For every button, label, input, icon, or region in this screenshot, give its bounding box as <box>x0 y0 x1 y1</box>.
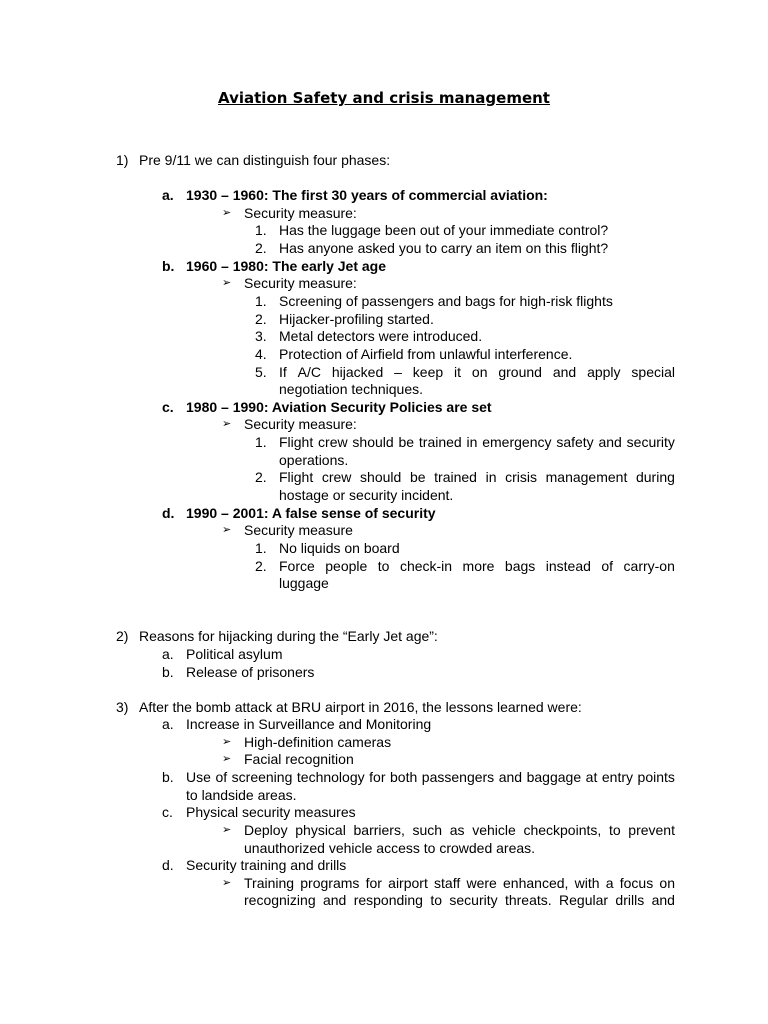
list-marker: b. <box>162 664 174 680</box>
section-3-text: After the bomb attack at BRU airport in 2016, the lessons learned were: <box>139 699 582 715</box>
justified-word: Deploy <box>244 822 288 838</box>
justified-word: security <box>626 434 675 450</box>
justified-word: baggage <box>526 769 582 785</box>
phase-c-item-1-line-2: operations. <box>279 452 349 468</box>
arrowhead-bullet-icon: ➢ <box>222 207 232 219</box>
list-marker: c. <box>162 804 173 820</box>
section-3-number: 3) <box>116 699 129 715</box>
justified-word: at <box>585 769 598 785</box>
justified-word: checkpoints, <box>523 822 602 838</box>
justified-word: keep <box>412 364 444 380</box>
justified-word: on <box>659 875 675 891</box>
phase-d-marker: d. <box>162 505 175 521</box>
justified-word: for <box>369 769 386 785</box>
arrowhead-bullet-icon: ➢ <box>222 736 232 748</box>
phase-b-item-3: Metal detectors were introduced. <box>279 328 483 344</box>
justified-word: to <box>377 558 390 574</box>
arrowhead-bullet-icon: ➢ <box>222 524 232 536</box>
phase-b-security-measure: Security measure: <box>244 275 357 291</box>
justified-word: were <box>466 875 497 891</box>
justified-word: emergency <box>482 434 552 450</box>
section-3-item-b-line-2: to landside areas. <box>186 787 297 803</box>
justified-word: technology <box>296 769 365 785</box>
phase-b-item-4: Protection of Airfield from unlawful interference. <box>279 346 573 362</box>
justified-word: crew <box>318 434 348 450</box>
justified-word: with <box>574 875 600 891</box>
list-marker: a. <box>162 716 174 732</box>
arrowhead-bullet-icon: ➢ <box>222 877 232 889</box>
justified-word: trained <box>434 469 477 485</box>
phase-b-item-5-line-1 <box>279 363 675 381</box>
justified-word: drills <box>615 892 645 908</box>
justified-word: safety <box>556 434 594 450</box>
list-number: 5. <box>255 364 267 380</box>
justified-word: Force <box>279 558 315 574</box>
phase-a-marker: a. <box>162 187 174 203</box>
justified-word: security <box>449 892 498 908</box>
phase-b-item-2: Hijacker-profiling started. <box>279 311 434 327</box>
justified-word: hijacked <box>331 364 384 380</box>
phase-c-security-measure: Security measure: <box>244 416 357 432</box>
justified-word: instead <box>545 558 591 574</box>
justified-word: A/C <box>297 364 321 380</box>
section-3-d-subitem-line-1 <box>244 874 675 892</box>
justified-word: threats. <box>504 892 552 908</box>
phase-c-heading: 1980 – 1990: Aviation Security Policies are set <box>186 399 492 415</box>
justified-word: in <box>485 469 497 485</box>
phase-b-item-5-line-2: negotiation techniques. <box>279 381 423 397</box>
justified-word: airport <box>388 875 428 891</box>
arrowhead-bullet-icon: ➢ <box>222 418 232 430</box>
list-number: 4. <box>255 346 267 362</box>
phase-d-item-2-line-2: luggage <box>279 575 329 591</box>
section-3-item-c: Physical security measures <box>186 804 356 820</box>
section-3-a-subitem-2: Facial recognition <box>244 751 354 767</box>
justified-word: and <box>322 892 347 908</box>
justified-word: crew <box>321 469 352 485</box>
justified-word: points <box>637 769 675 785</box>
justified-word: bags <box>504 558 536 574</box>
justified-word: Flight <box>279 434 314 450</box>
justified-word: on <box>471 364 488 380</box>
phase-c-item-2-line-2: hostage or security incident. <box>279 487 454 503</box>
justified-word: during <box>635 469 675 485</box>
justified-word: as <box>449 822 465 838</box>
justified-word: recognizing <box>244 892 316 908</box>
justified-word: responding <box>353 892 423 908</box>
phase-b-heading: 1960 – 1980: The early Jet age <box>186 258 387 274</box>
list-number: 1. <box>255 540 267 556</box>
justified-word: trained <box>418 434 462 450</box>
justified-word: passengers <box>421 769 495 785</box>
arrowhead-bullet-icon: ➢ <box>222 753 232 765</box>
phase-a-item-1: Has the luggage been out of your immediate control? <box>279 222 609 238</box>
section-2-text: Reasons for hijacking during the “Early Jet age”: <box>139 628 438 644</box>
justified-word: it <box>454 364 462 380</box>
section-3-item-b-line-1 <box>186 768 675 786</box>
justified-word: If <box>279 364 287 380</box>
phase-d-security-measure: Security measure <box>244 522 353 538</box>
section-3-c-subitem-line-2: unauthorized vehicle access to crowded areas. <box>244 840 536 856</box>
list-number: 2. <box>255 311 267 327</box>
justified-word: Use <box>186 769 211 785</box>
justified-word: barriers, <box>353 822 405 838</box>
list-number: 2. <box>255 469 267 485</box>
justified-word: management <box>545 469 628 485</box>
justified-word: be <box>398 434 415 450</box>
justified-word: focus <box>619 875 654 891</box>
justified-word: crisis <box>505 469 537 485</box>
phase-c-item-1-line-1 <box>279 433 675 451</box>
phase-c-item-2-line-1 <box>279 468 675 486</box>
justified-word: apply <box>587 364 621 380</box>
arrowhead-bullet-icon: ➢ <box>222 824 232 836</box>
phase-a-security-measure: Security measure: <box>244 205 357 221</box>
justified-word: vehicle <box>472 822 516 838</box>
justified-word: programs <box>300 875 360 891</box>
section-3-a-subitem-1: High-definition cameras <box>244 734 392 750</box>
list-number: 1. <box>255 434 267 450</box>
phase-a-heading: 1930 – 1960: The first 30 years of commercial aviation: <box>186 187 548 203</box>
justified-word: to <box>608 822 621 838</box>
list-marker: d. <box>162 857 174 873</box>
arrowhead-bullet-icon: ➢ <box>222 277 232 289</box>
justified-word: ground <box>498 364 542 380</box>
justified-word: Regular <box>559 892 609 908</box>
justified-word: and <box>598 434 622 450</box>
justified-word: such <box>412 822 443 838</box>
list-number: 1. <box>255 293 267 309</box>
justified-word: should <box>360 469 402 485</box>
section-2-item-a: Political asylum <box>186 646 283 662</box>
justified-word: of <box>601 558 614 574</box>
justified-word: special <box>631 364 675 380</box>
phase-a-item-2: Has anyone asked you to carry an item on this flight? <box>279 240 609 256</box>
section-2-item-b: Release of prisoners <box>186 664 315 680</box>
phase-c-marker: c. <box>162 399 174 415</box>
list-number: 1. <box>255 222 267 238</box>
phase-b-marker: b. <box>162 258 175 274</box>
section-3-item-d: Security training and drills <box>186 857 347 873</box>
phase-d-item-2-line-1 <box>279 557 675 575</box>
section-3-d-subitem-line-2 <box>244 891 675 909</box>
justified-word: entry <box>601 769 633 785</box>
justified-word: to <box>430 892 443 908</box>
section-3-c-subitem-line-1 <box>244 821 675 839</box>
justified-word: more <box>462 558 495 574</box>
justified-word: should <box>352 434 394 450</box>
list-number: 2. <box>255 240 267 256</box>
justified-word: and <box>651 892 675 908</box>
justified-word: Flight <box>279 469 314 485</box>
phase-d-heading: 1990 – 2001: A false sense of security <box>186 505 436 521</box>
section-3-item-a: Increase in Surveillance and Monitoring <box>186 716 432 732</box>
section-2-number: 2) <box>116 628 129 644</box>
list-marker: b. <box>162 769 174 785</box>
list-number: 2. <box>255 558 267 574</box>
justified-word: enhanced, <box>503 875 569 891</box>
section-1-number: 1) <box>116 152 129 168</box>
justified-word: of <box>215 769 228 785</box>
justified-word: a <box>605 875 614 891</box>
justified-word: prevent <box>628 822 675 838</box>
justified-word: physical <box>295 822 346 838</box>
justified-word: both <box>390 769 418 785</box>
justified-word: – <box>394 364 402 380</box>
justified-word: check-in <box>399 558 453 574</box>
justified-word: carry-on <box>623 558 675 574</box>
section-1-text: Pre 9/11 we can distinguish four phases: <box>139 152 391 168</box>
justified-word: in <box>466 434 478 450</box>
document-title: Aviation Safety and crisis management <box>218 89 550 107</box>
list-marker: a. <box>162 646 174 662</box>
justified-word: and <box>498 769 523 785</box>
phase-b-item-1: Screening of passengers and bags for high-risk flights <box>279 293 613 309</box>
justified-word: for <box>365 875 382 891</box>
justified-word: screening <box>231 769 293 785</box>
justified-word: staff <box>434 875 461 891</box>
justified-word: Training <box>244 875 295 891</box>
justified-word: people <box>325 558 368 574</box>
justified-word: and <box>552 364 577 380</box>
phase-d-item-1: No liquids on board <box>279 540 400 556</box>
list-number: 3. <box>255 328 267 344</box>
justified-word: be <box>409 469 426 485</box>
